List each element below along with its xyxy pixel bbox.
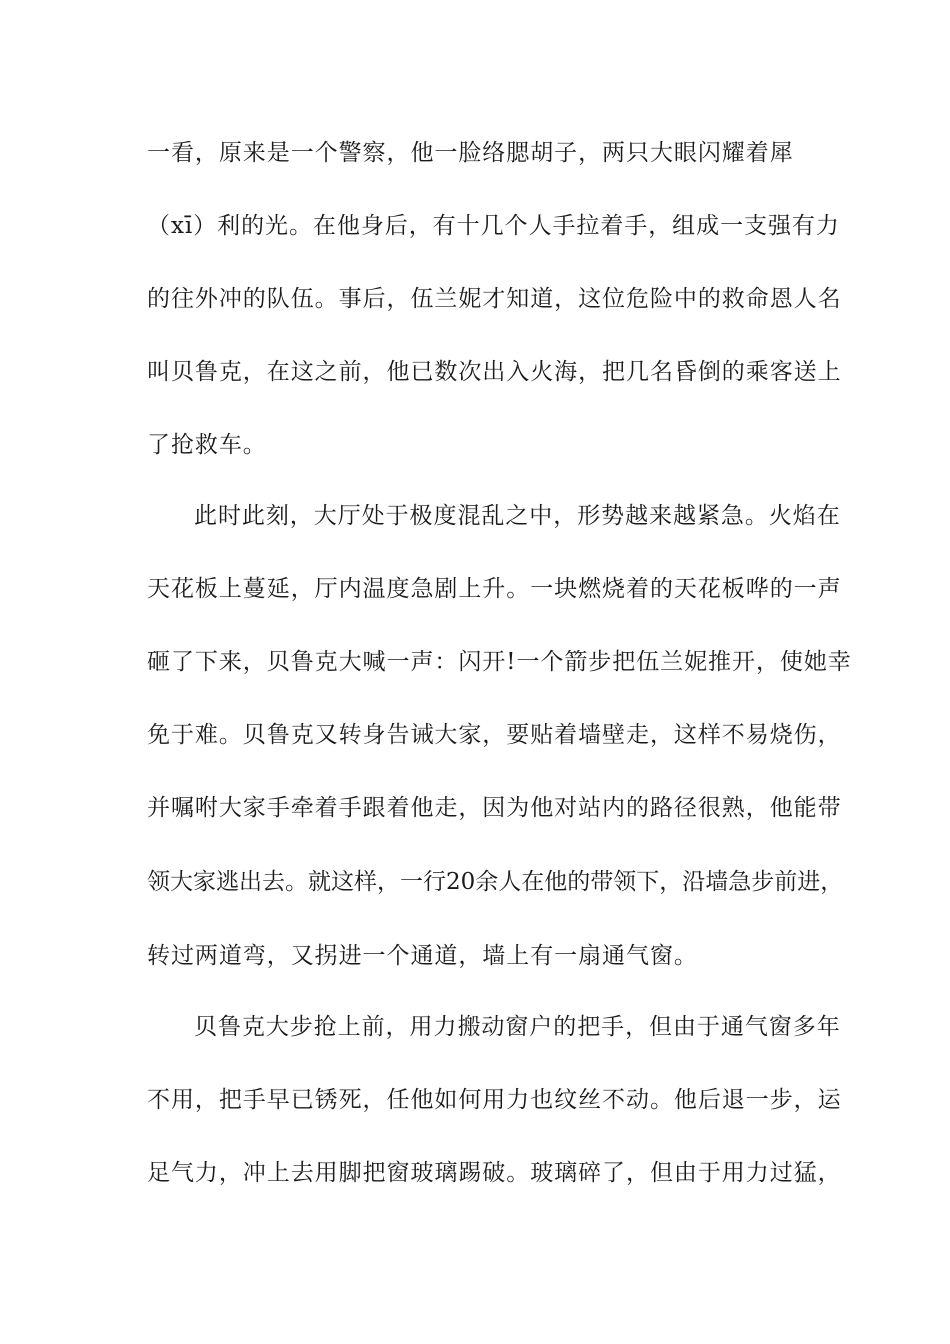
text-line-15: 足气力，冲上去用脚把窗玻璃踢破。玻璃碎了，但由于用力过猛， bbox=[147, 1160, 842, 1186]
paragraph-2-line-1: 此时此刻，大厅处于极度混乱之中，形势越来越紧急。火焰在 bbox=[194, 503, 841, 529]
text-line-3: 的往外冲的队伍。事后，伍兰妮才知道，这位危险中的救命恩人名 bbox=[147, 286, 842, 312]
text-line-4: 叫贝鲁克，在这之前，他已数次出入火海，把几名昏倒的乘客送上 bbox=[147, 359, 842, 385]
text-line-12: 转过两道弯，又拐进一个通道，墙上有一扇通气窗。 bbox=[147, 943, 698, 969]
text-line-10: 并嘱咐大家手牵着手跟着他走，因为他对站内的路径很熟，他能带 bbox=[147, 795, 842, 821]
paragraph-3-line-1: 贝鲁克大步抢上前，用力搬动窗户的把手，但由于通气窗多年 bbox=[194, 1014, 841, 1040]
text-line-9: 免于难。贝鲁克又转身告诫大家，要贴着墙壁走，这样不易烧伤， bbox=[147, 722, 842, 748]
text-line-1: 一看，原来是一个警察，他一脸络腮胡子，两只大眼闪耀着犀 bbox=[147, 140, 794, 166]
text-line-7: 天花板上蔓延，厅内温度急剧上升。一块燃烧着的天花板哗的一声 bbox=[147, 576, 842, 602]
text-line-8: 砸了下来，贝鲁克大喊一声：闪开!一个箭步把伍兰妮推开，使她幸 bbox=[147, 649, 852, 675]
text-line-2: （xī）利的光。在他身后，有十几个人手拉着手，组成一支强有力 bbox=[147, 213, 840, 239]
text-line-14: 不用，把手早已锈死，任他如何用力也纹丝不动。他后退一步，运 bbox=[147, 1087, 842, 1113]
text-line-5: 了抢救车。 bbox=[147, 432, 267, 458]
text-line-11: 领大家逃出去。就这样，一行20余人在他的带领下，沿墙急步前进， bbox=[147, 869, 844, 895]
